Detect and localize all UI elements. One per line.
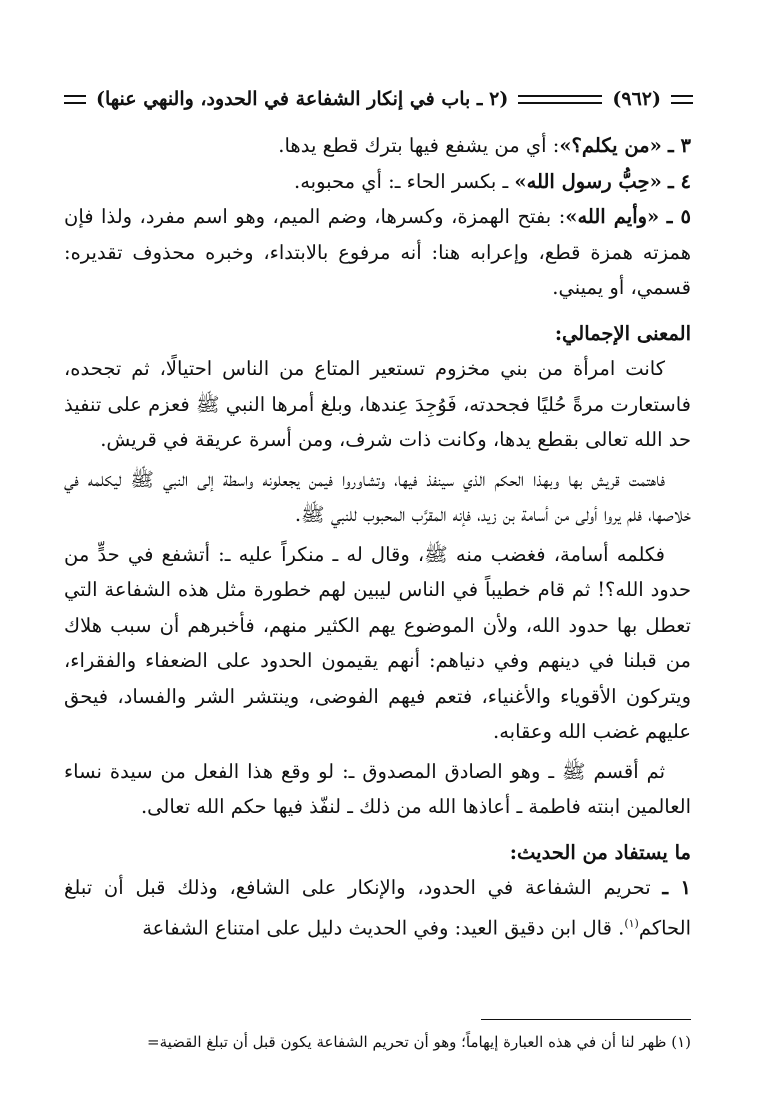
glossary-item-4	[64, 164, 691, 200]
glossary-definition: : بفتح الهمزة، وكسرها، وضم الميم، وهو اسم مفرد، ولذا فإن همزته همزة قطع، وإعرابه هنا: أنه مرفوع بالابتداء، وخبره محذوف تقديره: قسمي، أو يميني.	[64, 205, 691, 299]
glossary-definition: ـ بكسر الحاء ـ: أي محبوبه.	[294, 169, 515, 193]
summary-paragraph-3: فكلمه أسامة، فغضب منه ﷺ، وقال له ـ منكراً عليه ـ: أتشفع في حدٍّ من حدود الله؟! ثم قام خطيباً في الناس ليبين لهم خطورة مثل هذه الشفاعة التي تعطل بها حدود الله، ولأن الموضوع يهم الكثير منهم، فأخبرهم أن سبب هلاك من قبلنا في دينهم وفي دنياهم: أنهم يقيمون الحدود على الضعفاء والفقراء، ويتركون الأقوياء والأغنياء، فتعم فيهم الفوضى، وينتشر الشر والفساد، فيحق عليهم غضب الله وعقابه.	[64, 542, 691, 743]
lesson-item-1	[64, 870, 691, 946]
footnote-separator	[481, 1019, 691, 1020]
glossary-term: «وأيم الله»	[565, 205, 660, 228]
footnote-marker: (١)	[671, 1033, 691, 1051]
summary-heading: المعنى الإجمالي:	[554, 321, 691, 345]
summary-paragraph-1: كانت امرأة من بني مخزوم تستعير المتاع من الناس احتيالًا، ثم تجحده، فاستعارت مرةً حُليًا فجحدته، فَوُجِدَ عِندها، وبلغ أمرها النبي ﷺ فعزم على تنفيذ حد الله تعالى بقطع يدها، وكانت ذات شرف، ومن أسرة عريقة في قريش.	[64, 357, 691, 451]
glossary-term: «حِبُّ رسول الله»	[514, 169, 662, 193]
header-rule-left	[64, 95, 86, 104]
header-rule-right	[671, 95, 693, 104]
page-number: (٩٦٢)	[612, 88, 661, 110]
lesson-text-continued: . قال ابن دقيق العيد: وفي الحديث دليل على امتناع الشفاعة	[142, 916, 625, 939]
footnote-reference[interactable]: (١)	[624, 916, 639, 930]
running-header	[64, 84, 693, 114]
glossary-item-5	[64, 199, 691, 306]
page-body	[64, 128, 691, 946]
glossary-item-3	[64, 128, 691, 164]
glossary-definition: : أي من يشفع فيها بترك قطع يدها.	[278, 134, 560, 157]
lesson-number: ١ ـ	[662, 876, 691, 899]
glossary-number: ٤ ـ	[668, 169, 691, 193]
lesson-text: تحريم الشفاعة في الحدود، والإنكار على الشافع، وذلك قبل أن تبلغ الحاكم	[64, 876, 691, 939]
glossary-term: «من يكلم؟»	[559, 134, 662, 157]
footnote	[60, 1030, 691, 1054]
lessons-heading: ما يستفاد من الحديث:	[509, 840, 691, 864]
footnote-text: ظهر لنا أن في هذه العبارة إيهاماً؛ وهو أن تحريم الشفاعة يكون قبل أن تبلغ القضية=	[147, 1033, 667, 1051]
summary-paragraph-4: ثم أقسم ﷺ ـ وهو الصادق المصدوق ـ: لو وقع هذا الفعل من سيدة نساء العالمين ابنته فاطمة ـ أعاذها الله من ذلك ـ لنفّذ فيها حكم الله تعالى.	[64, 759, 691, 818]
glossary-number: ٣ ـ	[668, 134, 691, 157]
glossary-number: ٥ ـ	[666, 205, 691, 228]
summary-paragraph-2: فاهتمت قريش بها وبهذا الحكم الذي سينفذ فيها، وتشاوروا فيمن يجعلونه واسطة إلى النبي ﷺ ليكلمه في خلاصها، فلم يروا أولى من أسامة بن زيد، فإنه المقرَّب المحبوب للنبي ﷺ.	[64, 467, 691, 526]
chapter-title: (٢ ـ باب في إنكار الشفاعة في الحدود، والنهي عنها)	[96, 88, 509, 110]
header-rule-middle	[518, 95, 602, 104]
